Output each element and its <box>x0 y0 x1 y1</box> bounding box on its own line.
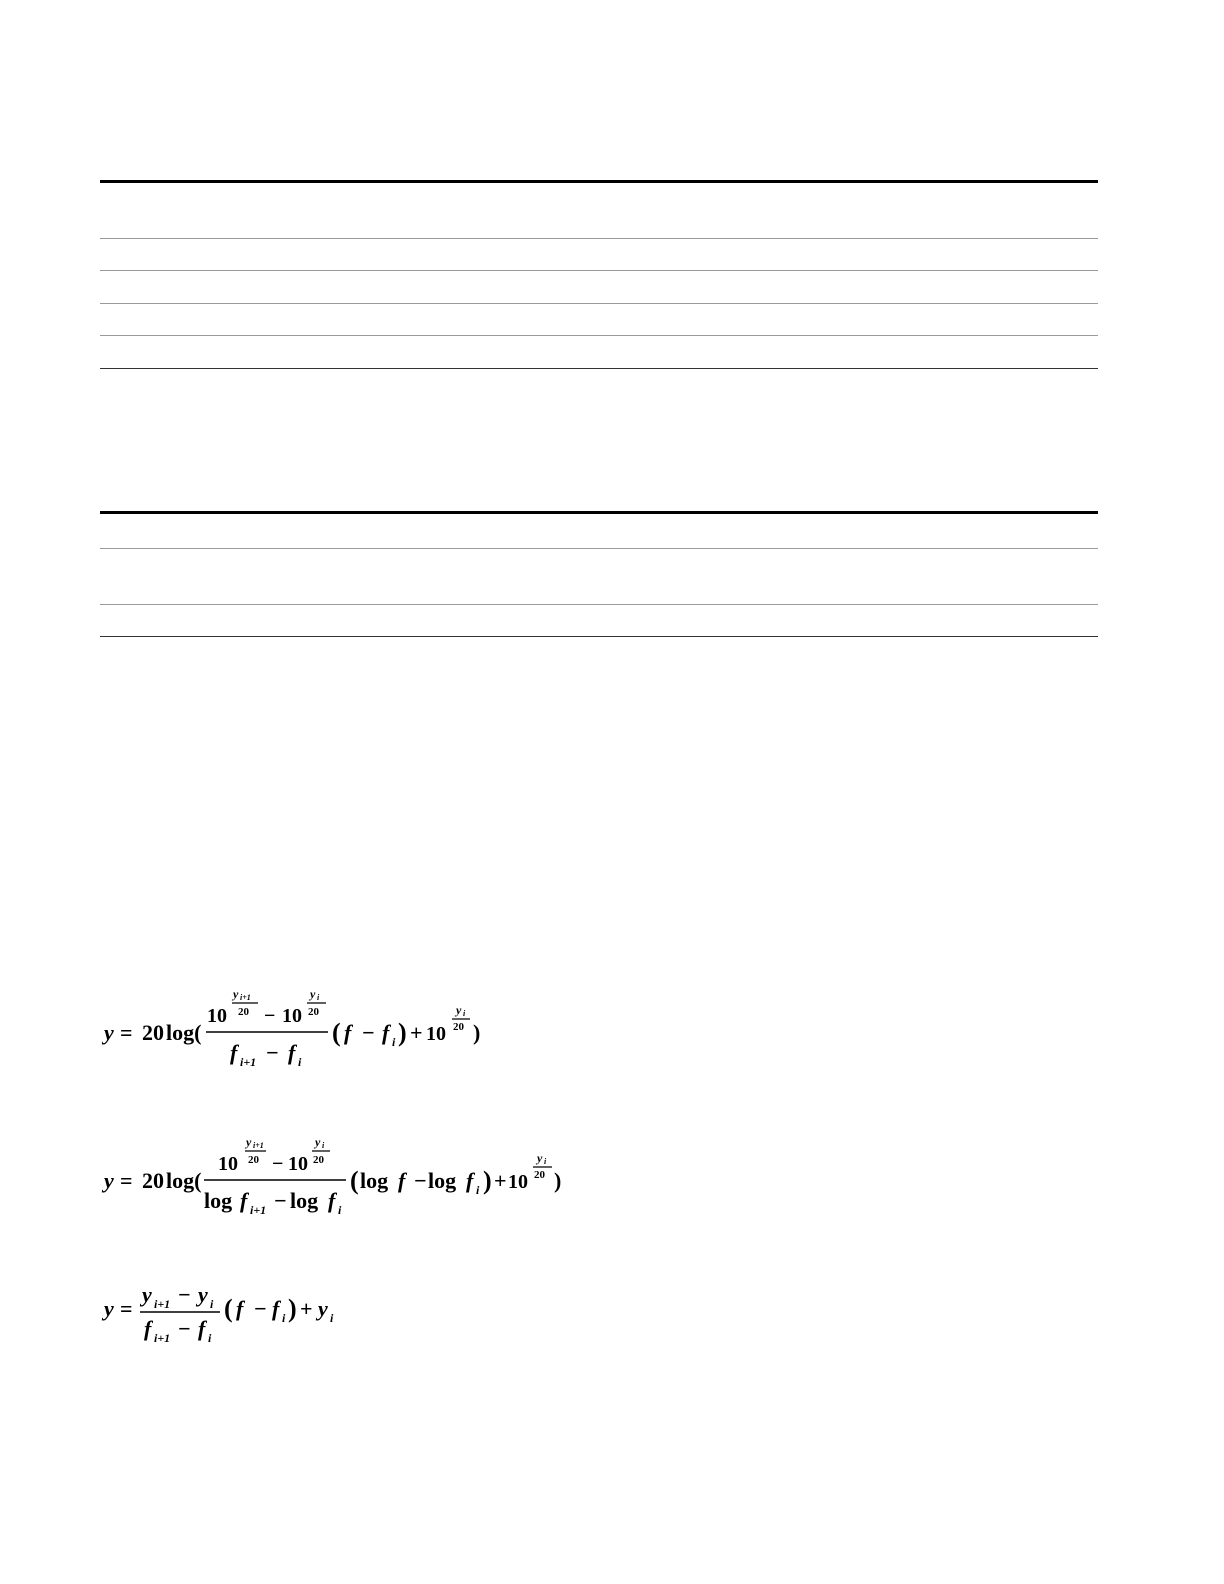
eq2-f: f <box>398 1168 406 1193</box>
eq2-den-minus: − <box>274 1188 287 1213</box>
table1-row-rule <box>100 335 1098 336</box>
eq2-exp2-y: y <box>315 1135 321 1149</box>
equation-1 <box>100 984 500 1074</box>
eq3-equals: = <box>120 1296 133 1321</box>
table2-top-rule <box>100 511 1098 514</box>
eq3-num-y2: y <box>198 1282 208 1307</box>
eq1-exp-y: y <box>233 987 239 1001</box>
eq2-close: ) <box>554 1168 562 1193</box>
eq3-den-sub2: i <box>208 1331 212 1345</box>
eq1-paren-close: ) <box>398 1018 407 1047</box>
eq1-f: f <box>344 1020 352 1045</box>
eq3-num-minus: − <box>178 1282 191 1307</box>
eq2-exp3-den: 20 <box>534 1169 545 1181</box>
eq3-paren-open: ( <box>224 1294 233 1323</box>
eq2-den-sub1: i+1 <box>250 1203 267 1217</box>
eq1-close: ) <box>473 1020 481 1045</box>
eq2-lhs: y <box>104 1168 114 1193</box>
eq1-exp2-den: 20 <box>308 1006 319 1018</box>
eq2-den-log2: log <box>290 1188 319 1213</box>
eq2-log-fi: log <box>428 1168 457 1193</box>
table1-bottom-rule <box>100 368 1098 369</box>
eq1-plus: + <box>410 1020 423 1045</box>
eq3-num-sub1: i+1 <box>154 1297 171 1311</box>
eq3-minus2: − <box>254 1296 267 1321</box>
eq3-yi: y <box>318 1296 328 1321</box>
eq3-paren-close: ) <box>288 1294 297 1323</box>
table2-row-rule <box>100 548 1098 549</box>
eq2-ten-a: 10 <box>218 1153 238 1175</box>
eq2-paren-open: ( <box>350 1166 359 1195</box>
eq3-num-sub2: i <box>210 1297 214 1311</box>
eq2-minus: − <box>272 1153 284 1175</box>
eq1-ten-c: 10 <box>426 1023 446 1045</box>
table2-bottom-rule <box>100 636 1098 637</box>
equation-2 <box>100 1132 570 1222</box>
eq3-den-f2: f <box>198 1316 206 1341</box>
eq1-exp2-sub: i <box>317 993 320 1002</box>
eq3-fi: f <box>272 1296 280 1321</box>
eq2-exp-sub: i+1 <box>253 1141 264 1150</box>
eq1-den-f: f <box>230 1040 238 1065</box>
eq1-den-f2: f <box>288 1040 296 1065</box>
eq2-fi: f <box>466 1168 474 1193</box>
eq1-equals: = <box>120 1020 133 1045</box>
eq2-fi-sub: i <box>476 1183 480 1197</box>
eq1-log: log( <box>166 1020 202 1045</box>
eq3-num-y: y <box>142 1282 152 1307</box>
eq3-den-sub1: i+1 <box>154 1331 171 1345</box>
eq2-equals: = <box>120 1168 133 1193</box>
equation-3 <box>100 1280 360 1350</box>
eq2-log-f: log <box>360 1168 389 1193</box>
eq3-den-minus: − <box>178 1316 191 1341</box>
table1-row-rule <box>100 270 1098 271</box>
eq3-den-f: f <box>144 1316 152 1341</box>
eq2-plus: + <box>494 1168 507 1193</box>
eq2-den-f: f <box>240 1188 248 1213</box>
table1-row-rule <box>100 303 1098 304</box>
eq1-coef: 20 <box>142 1020 164 1045</box>
eq1-fi: f <box>382 1020 390 1045</box>
eq2-exp3-sub: i <box>544 1157 547 1166</box>
eq2-den-sub2: i <box>338 1203 342 1217</box>
eq1-ten-b: 10 <box>282 1005 302 1027</box>
eq1-paren-open: ( <box>332 1018 341 1047</box>
table1-top-rule <box>100 180 1098 183</box>
eq3-plus: + <box>300 1296 313 1321</box>
eq3-lhs: y <box>104 1296 114 1321</box>
eq1-fi-sub: i <box>392 1035 396 1049</box>
eq1-lhs: y <box>104 1020 114 1045</box>
eq1-minus: − <box>264 1005 276 1027</box>
eq1-minus2: − <box>362 1020 375 1045</box>
eq2-coef: 20 <box>142 1168 164 1193</box>
eq2-exp2-sub: i <box>322 1141 325 1150</box>
eq2-exp2-den: 20 <box>313 1154 324 1166</box>
eq2-exp3-y: y <box>537 1151 543 1165</box>
eq2-log: log( <box>166 1168 202 1193</box>
eq1-exp3-y: y <box>456 1003 462 1017</box>
eq1-den-sub2: i <box>298 1055 302 1069</box>
eq2-exp-den: 20 <box>248 1154 259 1166</box>
eq1-exp-den: 20 <box>238 1006 249 1018</box>
eq1-ten-a: 10 <box>207 1005 227 1027</box>
eq2-minus2: − <box>414 1168 427 1193</box>
eq1-exp3-den: 20 <box>453 1021 464 1033</box>
eq1-exp-sub: i+1 <box>240 993 251 1002</box>
eq2-ten-b: 10 <box>288 1153 308 1175</box>
eq1-den-sub1: i+1 <box>240 1055 257 1069</box>
eq2-den-log: log <box>204 1188 233 1213</box>
table1-row-rule <box>100 238 1098 239</box>
eq1-exp2-y: y <box>310 987 316 1001</box>
eq1-exp3-sub: i <box>463 1009 466 1018</box>
eq3-fi-sub: i <box>282 1311 286 1325</box>
eq2-paren-close: ) <box>483 1166 492 1195</box>
table2-row-rule <box>100 604 1098 605</box>
eq3-yi-sub: i <box>330 1311 334 1325</box>
eq2-den-f2: f <box>328 1188 336 1213</box>
eq3-f: f <box>236 1296 244 1321</box>
eq2-ten-c: 10 <box>508 1171 528 1193</box>
eq2-exp-y: y <box>246 1135 252 1149</box>
eq1-den-minus: − <box>266 1040 279 1065</box>
